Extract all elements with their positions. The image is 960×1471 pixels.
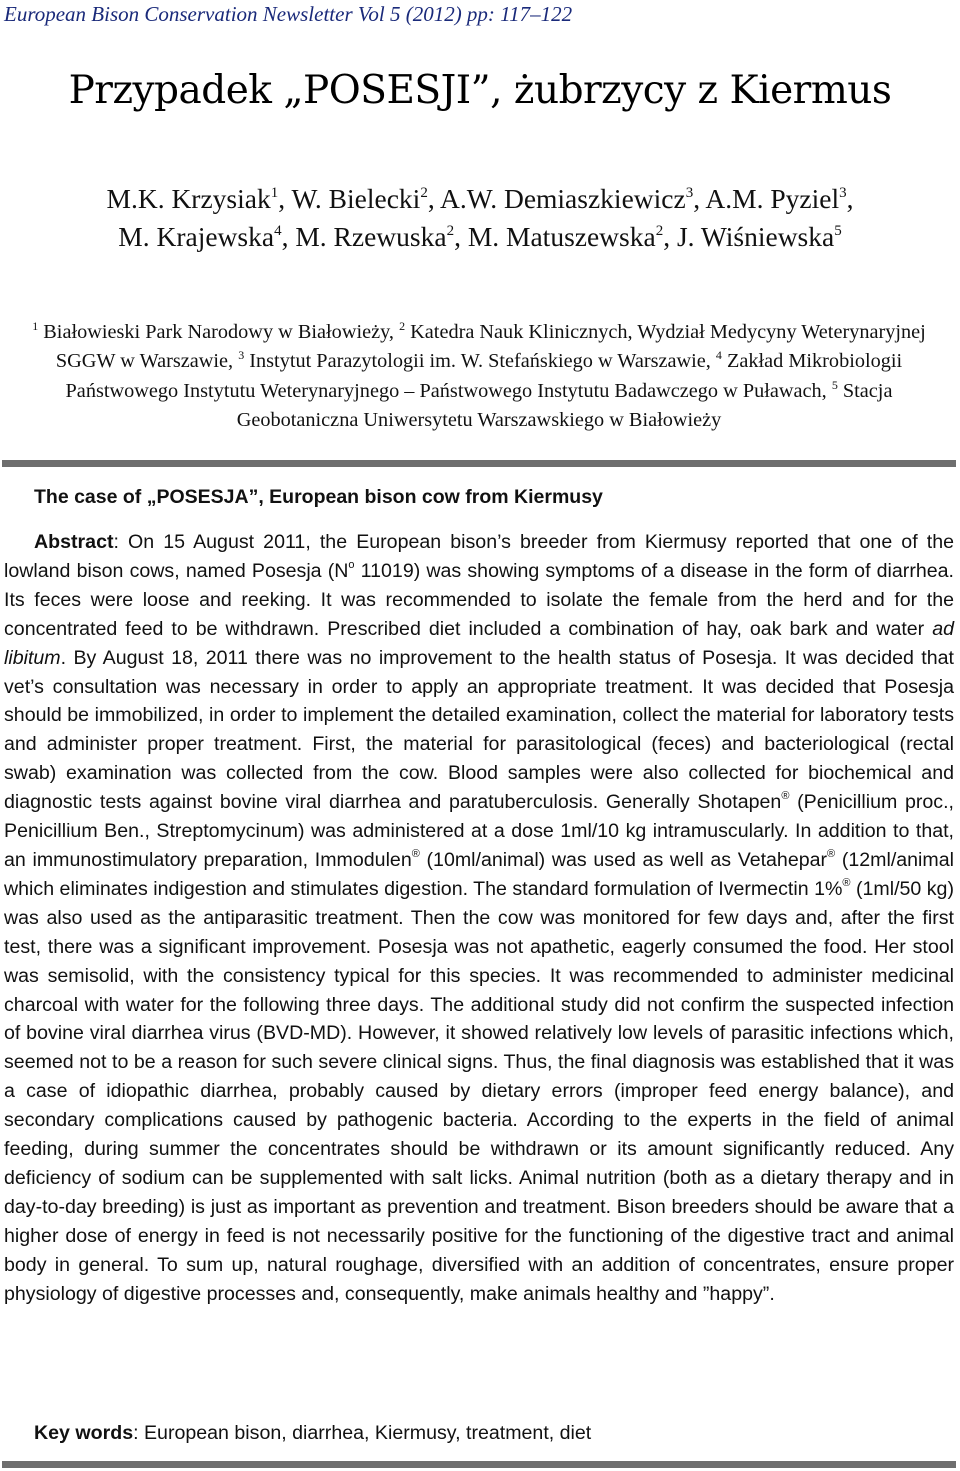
italic-term: ad libitum [4, 617, 954, 669]
author: A.W. Demiaszkiewicz$^3$, [440, 183, 706, 214]
abstract-label: Abstract [34, 531, 114, 553]
affiliation-2: Katedra Nauk Klinicznych, Wydział Medycyny Weterynaryjnej SGGW w Warszawie, [55, 321, 926, 373]
affiliation-4: Zakład Mikrobiologii Państwowego Instytutu Weterynaryjnego – Państwowego Instytutu Badawczego w Puławach, [65, 350, 903, 402]
affiliation-1: Białowieski Park Narodowy w Białowieży, [43, 321, 400, 343]
article-title: Przypadek „POSESJI”, żubrzycy z Kiermus [68, 68, 892, 113]
author-list [40, 180, 920, 256]
author: M. Rzewuska$^2$, [295, 221, 468, 252]
registered-mark: ® [781, 790, 790, 803]
author: M.K. Krzysiak$^1$, [106, 183, 292, 214]
keywords [34, 1422, 934, 1445]
author: M. Krajewska$^4$, [118, 221, 296, 252]
journal-citation: European Bison Conservation Newsletter Vol 5 (2012) pp: 117–122 [4, 2, 573, 26]
author: W. Bielecki$^2$, [291, 183, 441, 214]
registered-mark: ® [842, 876, 851, 889]
abstract-paragraph: Abstract: On 15 August 2011, the European bison’s breeder from Kiermusy reported that one of the lowland bison cows, named Posesja ($N^o$ 11019) was showing symptoms of a disease in the form of diarrhea. Its feces were loose and reeking. It was recommended to isolate the female from the herd and for the concentrated feed to be withdrawn. Prescribed diet included a combination of hay, oak bark and water ad libitum. By August 18, 2011 there was no improvement to the health status of Posesja. It was decided that vet’s consultation was necessary in order to apply an appropriate treatment. It was decided that Posesja should be immobilized, in order to implement the detailed examination, collect the material for laboratory tests and administer proper treatment. First, the material for parasitological (feces) and bacteriological (rectal swab) examination was collected from the cow. Blood samples were also collected for biochemical and diagnostic tests against bovine viral diarrhea and paratuberculosis. Generally Shotapen® (Penicillium proc., Penicillium Ben., Streptomycinum) was administered at a dose 1ml/10 kg intramuscularly. In addition to that, an immunostimulatory preparation, Immodulen® (10ml/animal) was used as well as Vetahepar® (12ml/animal which eliminates indigestion and stimulates digestion. The standard formulation of Ivermectin 1%® (1ml/50 kg) was also used as the antiparasitic treatment. Then the cow was monitored for few days and, after the first test, there was a significant improvement. Posesja was not apathetic, eagerly consumed the food. Her stool was semisolid, with the consistency typical for this species. It was recommended to administer medicinal charcoal with water for the following three days. The additional study did not confirm the suspected infection of bovine viral diarrhea virus (BVD-MD). However, it showed relatively low levels of parasitic infections which, seemed not to be a reason for such severe clinical signs. Thus, the final diagnosis was established that it was a case of idiopathic diarrhea, probably caused by dietary errors (improper feed energy balance), and secondary complications caused by pathogenic bacteria. According to the experts in the field of animal feeding, during summer the concentrates should be withdrawn or its amount significantly reduced. Any deficiency of sodium can be supplemented with salt licks. Animal nutrition (both as a dietary therapy and in day-to-day breeding) is just as important as prevention and treatment. Bison breeders should be aware that a higher dose of energy in feed is not necessarily positive for the functioning of the digestive tract and animal body in general. To sum up, natural roughage, diversified with an addition of concentrates, ensure proper physiology of digestive processes and, consequently, make animals healthy and ”happy”. [4, 531, 954, 1305]
author: J. Wiśniewska$^5$ [676, 221, 842, 252]
english-title: The case of „POSESJA”, European bison cow from Kiermusy [34, 486, 603, 508]
divider-bottom [2, 1461, 956, 1468]
keywords-label: Key words [34, 1422, 134, 1444]
author: A.M. Pyziel$^3$, [705, 183, 854, 214]
affiliation-5: Stacja Geobotaniczna Uniwersytetu Warszawskiego w Białowieży [236, 379, 893, 431]
registered-mark: ® [827, 847, 836, 860]
divider-top [2, 460, 956, 467]
author-line-2 [40, 218, 920, 256]
registered-mark: ® [411, 847, 420, 860]
keywords-text: : European bison, diarrhea, Kiermusy, treatment, diet [133, 1422, 592, 1444]
affiliation-3: Instytut Parazytologii im. W. Stefańskiego w Warszawie, [249, 350, 716, 373]
author-line-1 [40, 180, 920, 218]
author: M. Matuszewska$^2$, [467, 221, 677, 252]
affiliations: $^1$ Białowieski Park Narodowy w Białowieży, $^2$ Katedra Nauk Klinicznych, Wydział Medycyny Weterynaryjnej SGGW w Warszawie, $^3$ Instytut Parazytologii im. W. Stefańskiego w Warszawie, $^4$ Zakład Mikrobiologii Państwowego Instytutu Weterynaryjnego – Państwowego Instytutu Badawczego w Puławach, $^5$ Stacja Geobotaniczna Uniwersytetu Warszawskiego w Białowieży [32, 319, 926, 431]
